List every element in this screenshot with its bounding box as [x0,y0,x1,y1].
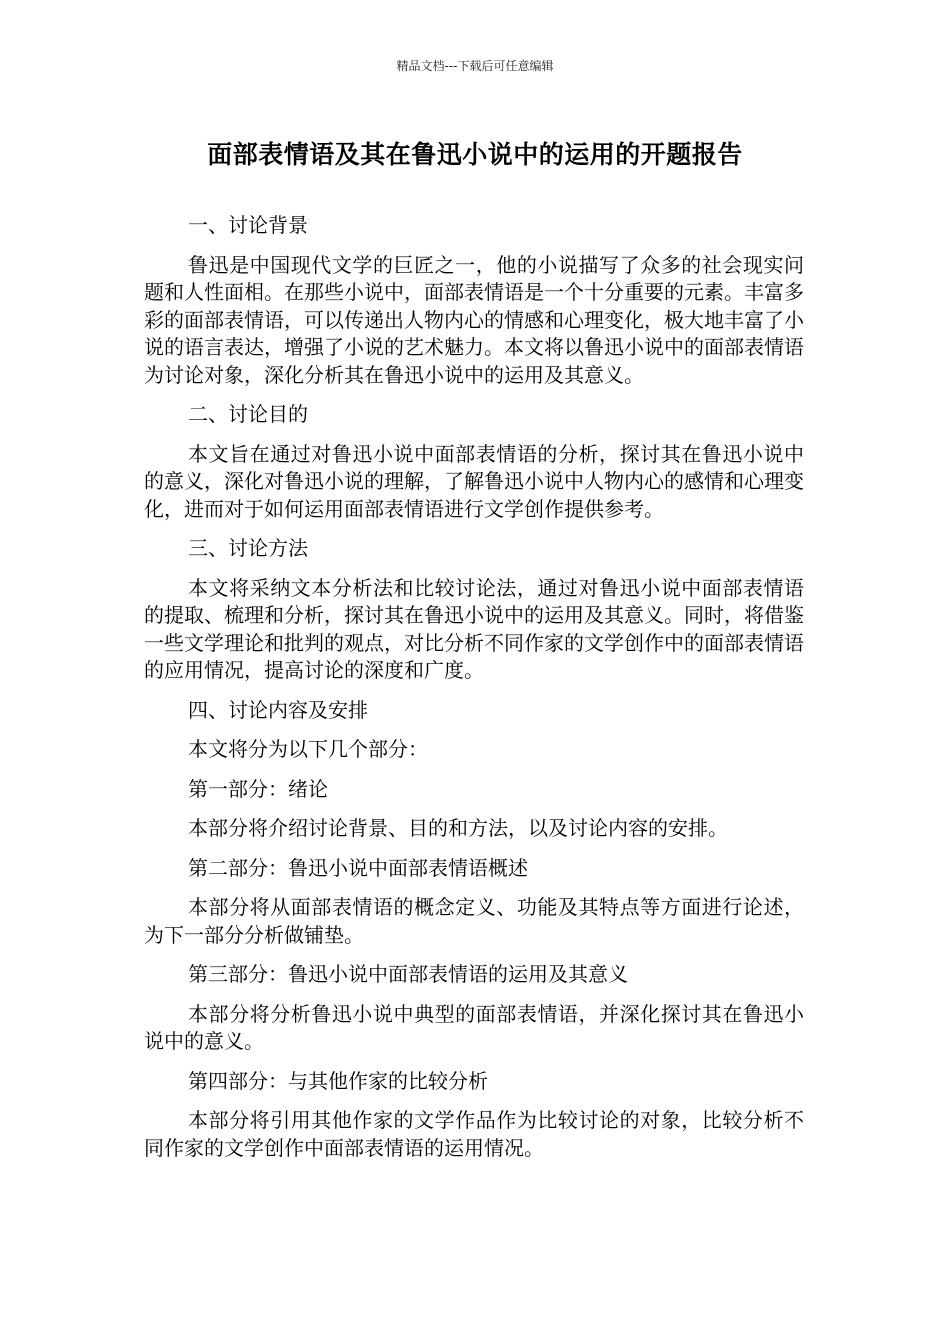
section-heading-background: 一、讨论背景 [188,213,308,237]
section-heading-method: 三、讨论方法 [188,536,308,560]
part-two-description: 本部分将从面部表情语的概念定义、功能及其特点等方面进行论述，为下一部分分析做铺垫。 [144,895,804,947]
part-four-description: 本部分将引用其他作家的文学作品作为比较讨论的对象，比较分析不同作家的文学创作中面部表情语的运用情况。 [144,1108,804,1160]
part-two-heading: 第二部分：鲁迅小说中面部表情语概述 [188,855,528,880]
part-four-heading: 第四部分：与其他作家的比较分析 [188,1068,488,1093]
document-body [144,212,804,1174]
paragraph-method: 本文将采纳文本分析法和比较讨论法，通过对鲁迅小说中面部表情语的提取、梳理和分析，探讨其在鲁迅小说中的运用及其意义。同时，将借鉴一些文学理论和批判的观点，对比分析不同作家的文学创作中的面部表情语的应用情况，提高讨论的深度和广度。 [144,575,804,682]
part-three-description: 本部分将分析鲁迅小说中典型的面部表情语，并深化探讨其在鲁迅小说中的意义。 [144,1001,804,1053]
part-three-heading: 第三部分：鲁迅小说中面部表情语的运用及其意义 [188,962,628,986]
page-header: 精品文档---下载后可任意编辑 [396,59,554,73]
paragraph-structure-intro: 本文将分为以下几个部分： [188,737,428,761]
document-title: 面部表情语及其在鲁迅小说中的运用的开题报告 [207,140,743,169]
part-one-heading: 第一部分：绪论 [188,776,328,801]
paragraph-background: 鲁迅是中国现代文学的巨匠之一，他的小说描写了众多的社会现实问题和人性面相。在那些小说中，面部表情语是一个十分重要的元素。丰富多彩的面部表情语，可以传递出人物内心的情感和心理变化，极大地丰富了小说的语言表达，增强了小说的艺术魅力。本文将以鲁迅小说中的面部表情语为讨论对象，深化分析其在鲁迅小说中的运用及其意义。 [144,252,804,387]
section-heading-purpose: 二、讨论目的 [188,402,308,426]
part-one-description: 本部分将介绍讨论背景、目的和方法，以及讨论内容的安排。 [188,816,728,840]
section-heading-content: 四、讨论内容及安排 [188,697,368,722]
paragraph-purpose: 本文旨在通过对鲁迅小说中面部表情语的分析，探讨其在鲁迅小说中的意义，深化对鲁迅小说的理解，了解鲁迅小说中人物内心的感情和心理变化，进而对于如何运用面部表情语进行文学创作提供参考。 [144,441,804,521]
